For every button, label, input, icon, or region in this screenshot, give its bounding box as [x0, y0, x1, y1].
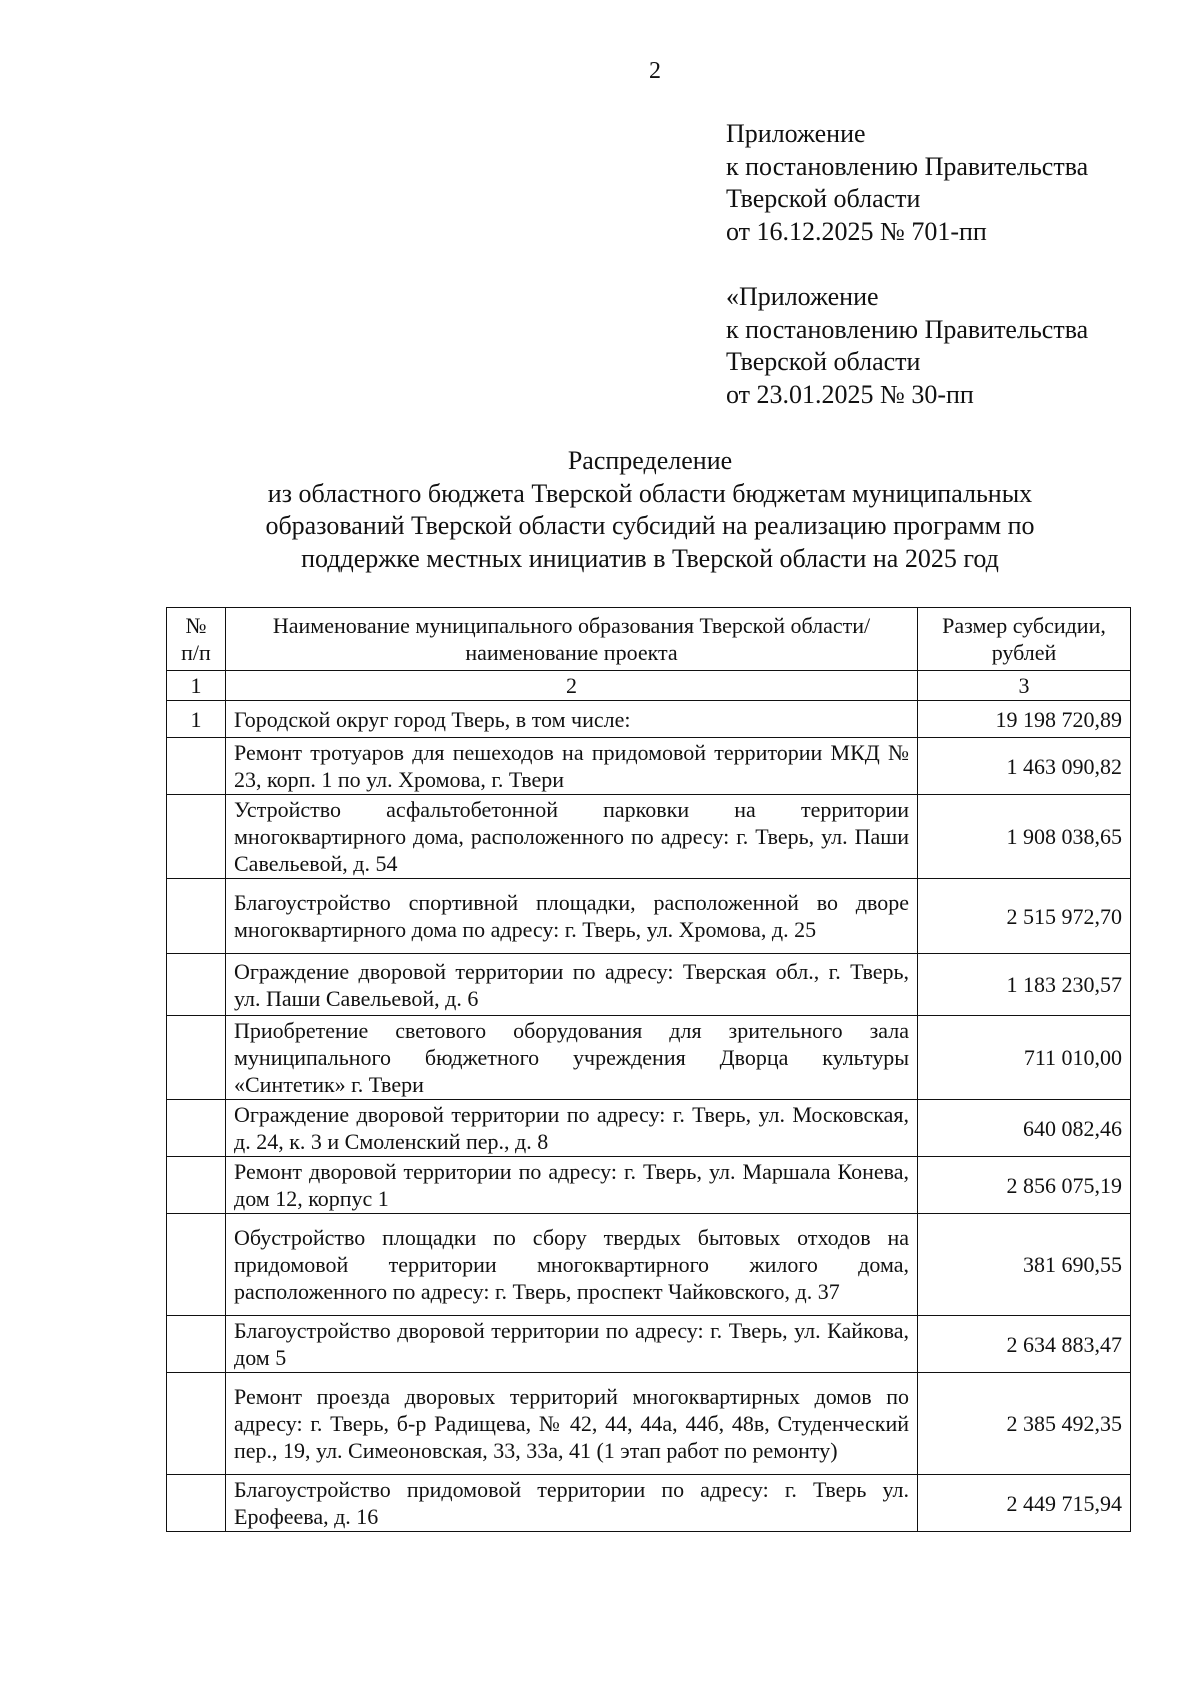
header-name: Наименование муниципального образования Тверской области/наименование проекта	[226, 608, 918, 671]
row-project-name: Городской округ город Тверь, в том числе:	[226, 701, 918, 738]
row-project-name: Ограждение дворовой территории по адресу: г. Тверь, ул. Московская, д. 24, к. 3 и Смоленский пер., д. 8	[226, 1100, 918, 1157]
row-amount: 381 690,55	[918, 1214, 1131, 1316]
table-row	[167, 1373, 1131, 1475]
table-row	[167, 1157, 1131, 1214]
annex-line: Тверской области	[726, 347, 921, 376]
table-row	[167, 701, 1131, 738]
row-amount: 2 634 883,47	[918, 1316, 1131, 1373]
table-row	[167, 1214, 1131, 1316]
row-number	[167, 1100, 226, 1157]
row-project-name: Благоустройство дворовой территории по адресу: г. Тверь, ул. Кайкова, дом 5	[226, 1316, 918, 1373]
row-project-name: Устройство асфальтобетонной парковки на территории многоквартирного дома, расположенного по адресу: г. Тверь, ул. Паши Савельевой, д. 54	[226, 795, 918, 879]
page-number: 2	[649, 58, 661, 84]
table-row	[167, 1475, 1131, 1532]
row-amount: 2 385 492,35	[918, 1373, 1131, 1475]
row-number	[167, 1214, 226, 1316]
table-row	[167, 1016, 1131, 1100]
row-number: 1	[167, 701, 226, 738]
title-line: поддержке местных инициатив в Тверской области на 2025 год	[301, 543, 999, 573]
table-row	[167, 795, 1131, 879]
row-number	[167, 954, 226, 1016]
table-row	[167, 738, 1131, 795]
title-line: из областного бюджета Тверской области бюджетам муниципальных	[267, 478, 1033, 508]
row-project-name: Приобретение светового оборудования для зрительного зала муниципального бюджетного учреждения Дворца культуры «Синтетик» г. Твери	[226, 1016, 918, 1100]
row-project-name: Благоустройство придомовой территории по адресу: г. Тверь ул. Ерофеева, д. 16	[226, 1475, 918, 1532]
row-amount: 2 515 972,70	[918, 879, 1131, 954]
row-number	[167, 795, 226, 879]
annex-line: Приложение	[726, 119, 866, 148]
distribution-table	[166, 607, 1131, 1532]
column-number: 1	[167, 671, 226, 701]
annex-line: к постановлению Правительства	[726, 314, 1089, 344]
row-number	[167, 1157, 226, 1214]
title-heading: Распределение	[567, 446, 733, 475]
annex-current-block	[726, 118, 1088, 248]
row-amount: 1 908 038,65	[918, 795, 1131, 879]
row-project-name: Ограждение дворовой территории по адресу: Тверская обл., г. Тверь, ул. Паши Савельевой, д. 6	[226, 954, 918, 1016]
annex-previous-block	[726, 281, 1088, 411]
row-amount: 1 463 090,82	[918, 738, 1131, 795]
column-number: 2	[226, 671, 918, 701]
table-row	[167, 1100, 1131, 1157]
annex-line: «Приложение	[726, 282, 879, 311]
row-amount: 1 183 230,57	[918, 954, 1131, 1016]
row-project-name: Ремонт дворовой территории по адресу: г. Тверь, ул. Маршала Конева, дом 12, корпус 1	[226, 1157, 918, 1214]
row-amount: 19 198 720,89	[918, 701, 1131, 738]
table-row	[167, 879, 1131, 954]
column-number-row	[167, 671, 1131, 701]
row-number	[167, 879, 226, 954]
annex-line: Тверской области	[726, 184, 921, 213]
row-amount: 711 010,00	[918, 1016, 1131, 1100]
row-number	[167, 1373, 226, 1475]
header-amount: Размер субсидии, рублей	[918, 608, 1131, 671]
header-row	[167, 608, 1131, 671]
row-amount: 640 082,46	[918, 1100, 1131, 1157]
table-row	[167, 1316, 1131, 1373]
header-number: № п/п	[167, 608, 226, 671]
document-title	[150, 445, 1150, 575]
row-project-name: Благоустройство спортивной площадки, расположенной во дворе многоквартирного дома по адресу: г. Тверь, ул. Хромова, д. 25	[226, 879, 918, 954]
annex-line: от 16.12.2025 № 701-пп	[726, 216, 987, 246]
row-project-name: Обустройство площадки по сбору твердых бытовых отходов на придомовой территории многоквартирного жилого дома, расположенного по адресу: г. Тверь, проспект Чайковского, д. 37	[226, 1214, 918, 1316]
table-row	[167, 954, 1131, 1016]
annex-line: к постановлению Правительства	[726, 151, 1089, 181]
row-amount: 2 449 715,94	[918, 1475, 1131, 1532]
column-number: 3	[918, 671, 1131, 701]
row-amount: 2 856 075,19	[918, 1157, 1131, 1214]
row-number	[167, 738, 226, 795]
row-number	[167, 1316, 226, 1373]
row-number	[167, 1016, 226, 1100]
title-line: образований Тверской области субсидий на реализацию программ по	[265, 511, 1035, 540]
row-number	[167, 1475, 226, 1532]
annex-line: от 23.01.2025 № 30-пп	[726, 379, 974, 409]
row-project-name: Ремонт проезда дворовых территорий многоквартирных домов по адресу: г. Тверь, б-р Радищева, № 42, 44, 44а, 44б, 48в, Студенческий пер., 19, ул. Симеоновская, 33, 33а, 41 (1 этап работ по ремонту)	[226, 1373, 918, 1475]
row-project-name: Ремонт тротуаров для пешеходов на придомовой территории МКД № 23, корп. 1 по ул. Хромова, г. Твери	[226, 738, 918, 795]
